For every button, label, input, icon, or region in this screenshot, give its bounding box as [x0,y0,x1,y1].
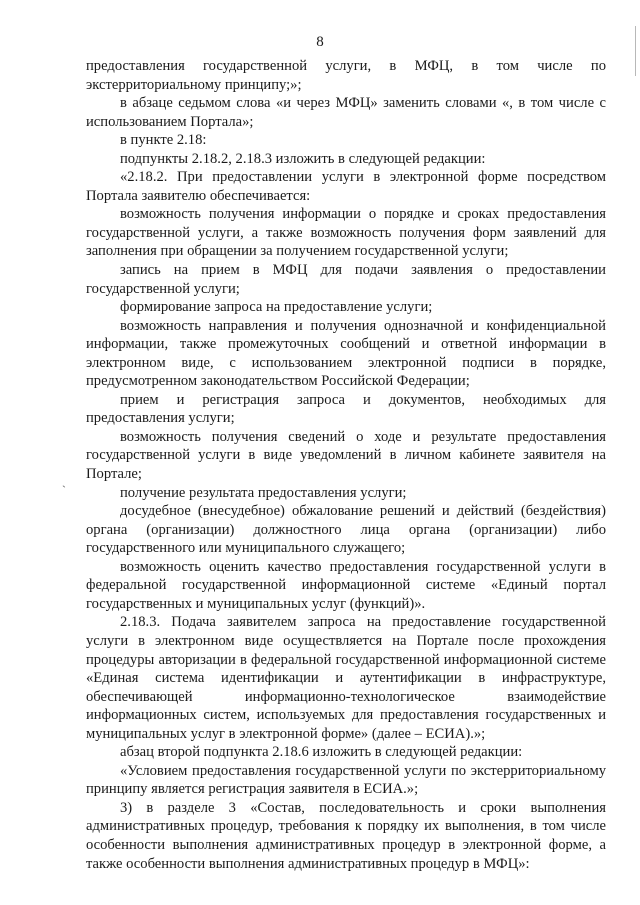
paragraph: в абзаце седьмом слова «и через МФЦ» заменить словами «, в том числе с использованием Портала»; [86,95,606,130]
paragraph: прием и регистрация запроса и документов, необходимых для предоставления услуги; [86,391,606,427]
paragraph: досудебное (внесудебное) обжалование решений и действий (бездействия) органа (организации) должностного лица органа (организации) либо государственного или муниципального служащего; [86,503,606,557]
paragraph: в пункте 2.18: [120,132,207,149]
scan-margin-mark: ` [62,483,66,497]
paragraph: запись на прием в МФЦ для подачи заявления о предоставлении государственной услуги; [86,262,606,297]
paragraph: 3) в разделе 3 «Состав, последовательность и сроки выполнения административных процедур, требования к порядку их выполнения, в том числе особенности выполнения административных процедур в электронной форме, а также особенности выполнения административных процедур в МФЦ»: [86,799,606,872]
paragraph: 2.18.3. Подача заявителем запроса на предоставление государственной услуги в электронном виде осуществляется на Портале после прохождения процедуры авторизации в федеральной государственной информационной системе «Единая система идентификации и аутентификации в инфраструктуре, обеспечивающей информационно-технологическое взаимодействие информационных систем, используемых для предоставления государственных и муниципальных услуг в электронной форме» (далее – ЕСИА).»; [86,614,606,742]
paragraph: «Условием предоставления государственной услуги по экстерриториальному принципу является регистрация заявителя в ЕСИА.»; [86,762,606,798]
page-number: 8 [316,34,324,50]
paragraph: подпункты 2.18.2, 2.18.3 изложить в следующей редакции: [120,150,486,167]
paragraph: формирование запроса на предоставление услуги; [120,299,433,316]
paragraph: возможность получения информации о порядке и сроках предоставления государственной услуги, а также возможность получения форм заявлений для заполнения при обращении за получением государственной услуги; [86,206,606,260]
paragraph: возможность направления и получения однозначной и конфиденциальной информации, также промежуточных сообщений и ответной информации в электронном виде, с использованием электронной подписи в порядке, предусмотренном законодательством Российской Федерации; [86,317,606,390]
document-body [86,57,606,873]
paragraph: возможность получения сведений о ходе и результате предоставления государственной услуги в виде уведомлений в личном кабинете заявителя на Портале; [86,428,606,483]
paragraph: предоставления государственной услуги, в МФЦ, в том числе по экстерриториальному принципу;»; [86,58,606,93]
paragraph: возможность оценить качество предоставления государственной услуги в федеральной государственной информационной системе «Единый портал государственных и муниципальных услуг (функций)». [86,558,606,612]
paragraph: абзац второй подпункта 2.18.6 изложить в следующей редакции: [120,744,523,761]
paragraph: «2.18.2. При предоставлении услуги в электронной форме посредством Портала заявителю обеспечивается: [86,169,606,204]
paragraph: получение результата предоставления услуги; [120,484,407,501]
